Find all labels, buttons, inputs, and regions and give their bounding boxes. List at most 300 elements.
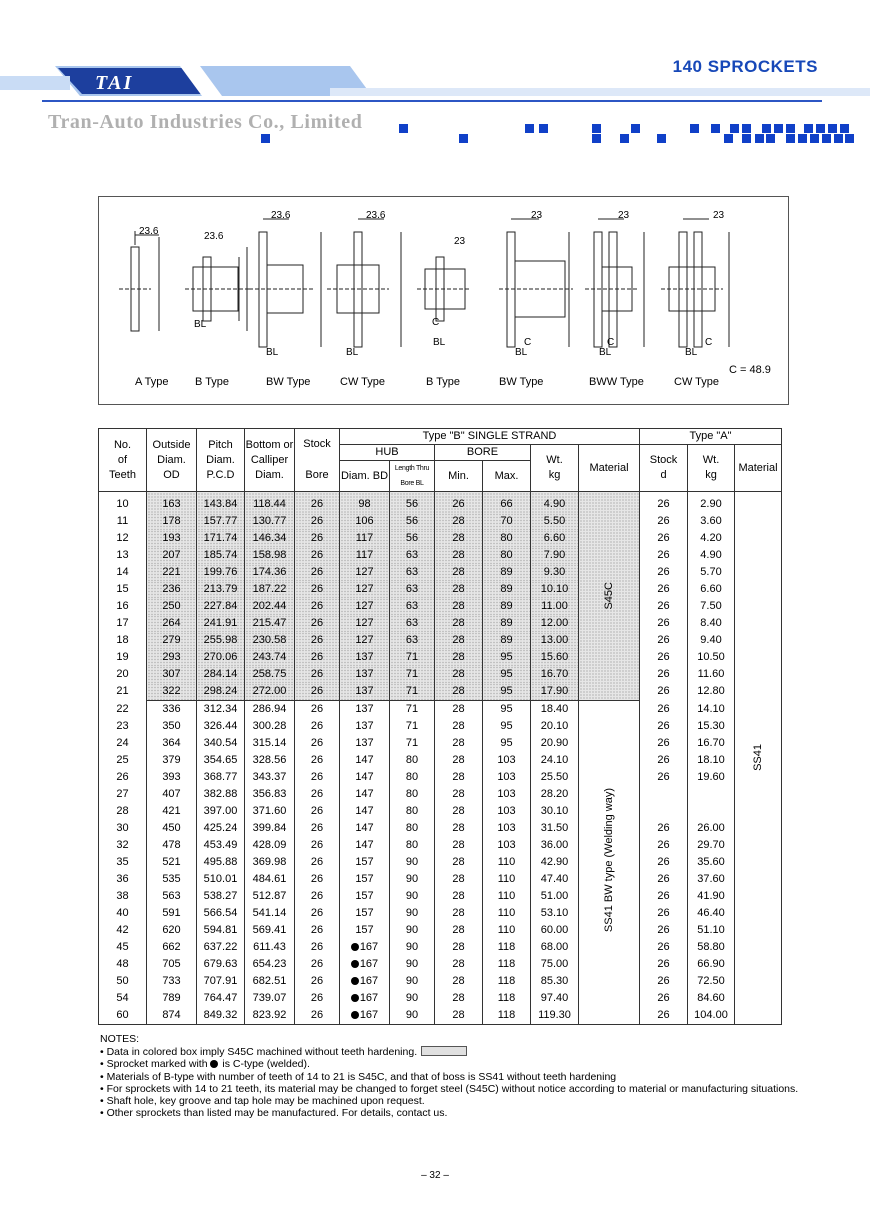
cell-od: 350 [147, 718, 197, 735]
col-pcd: Pitch Diam. P.C.D [197, 429, 245, 492]
cell-wt: 60.00 [531, 922, 579, 939]
cell-stock_a: 26 [640, 922, 688, 939]
cell-bore: 26 [295, 683, 340, 701]
cell-stock_a: 26 [640, 939, 688, 956]
cell-wt_a: 37.60 [688, 871, 735, 888]
cell-bore: 26 [295, 598, 340, 615]
cell-bot: 215.47 [245, 615, 295, 632]
note-item: • Materials of B-type with number of teeth of 14 to 21 is S45C, and that of boss is SS41 without teeth hardening [100, 1071, 798, 1083]
cell-teeth: 32 [99, 837, 147, 854]
cell-bl: 71 [390, 649, 435, 666]
cell-min: 28 [435, 769, 483, 786]
cell-teeth: 36 [99, 871, 147, 888]
cell-bot: 118.44 [245, 492, 295, 514]
cell-wt: 18.40 [531, 701, 579, 719]
cell-stock_a: 26 [640, 615, 688, 632]
company-name: Tran-Auto Industries Co., Limited [48, 111, 363, 133]
cell-pcd: 707.91 [197, 973, 245, 990]
cell-bore: 26 [295, 803, 340, 820]
table-row [99, 718, 782, 735]
cell-od: 250 [147, 598, 197, 615]
cell-stock_a: 26 [640, 888, 688, 905]
bl-label: BL [194, 319, 207, 330]
cell-bl: 80 [390, 837, 435, 854]
cell-bl: 90 [390, 871, 435, 888]
cell-bl: 90 [390, 922, 435, 939]
cell-stock_a: 26 [640, 598, 688, 615]
cell-min: 28 [435, 752, 483, 769]
cell-bore: 26 [295, 492, 340, 514]
cell-od: 364 [147, 735, 197, 752]
cell-wt: 9.30 [531, 564, 579, 581]
header-rule [42, 100, 822, 102]
cell-min: 28 [435, 598, 483, 615]
cell-teeth: 45 [99, 939, 147, 956]
cell-max: 89 [483, 581, 531, 598]
table-row [99, 769, 782, 786]
cell-od: 307 [147, 666, 197, 683]
cell-wt: 31.50 [531, 820, 579, 837]
cell-bd: 137 [340, 718, 390, 735]
cell-pcd: 354.65 [197, 752, 245, 769]
cell-teeth: 11 [99, 513, 147, 530]
cell-od: 264 [147, 615, 197, 632]
cell-wt: 25.50 [531, 769, 579, 786]
cell-bot: 174.36 [245, 564, 295, 581]
table-row [99, 990, 782, 1007]
cell-pcd: 538.27 [197, 888, 245, 905]
cell-teeth: 24 [99, 735, 147, 752]
cell-bl: 63 [390, 632, 435, 649]
col-od: Outside Diam. OD [147, 429, 197, 492]
cell-wt: 13.00 [531, 632, 579, 649]
cell-od: 591 [147, 905, 197, 922]
cell-pcd: 594.81 [197, 922, 245, 939]
cell-max: 103 [483, 803, 531, 820]
cell-bore: 26 [295, 939, 340, 956]
cell-bore: 26 [295, 530, 340, 547]
table-row [99, 752, 782, 769]
cell-bl: 90 [390, 1007, 435, 1025]
c-type-dot-icon [351, 977, 359, 985]
cell-bot: 541.14 [245, 905, 295, 922]
cell-bot: 428.09 [245, 837, 295, 854]
cell-bd: 147 [340, 769, 390, 786]
cell-stock_a: 26 [640, 632, 688, 649]
cell-wt_a: 19.60 [688, 769, 735, 786]
cell-min: 28 [435, 837, 483, 854]
brand-logo: TAI [95, 72, 134, 94]
cell-bore: 26 [295, 956, 340, 973]
dim-23-cw2: 23 [713, 210, 725, 221]
cell-wt_a: 16.70 [688, 735, 735, 752]
cell-pcd: 255.98 [197, 632, 245, 649]
cell-od: 407 [147, 786, 197, 803]
cell-bl: 90 [390, 905, 435, 922]
cell-bl: 71 [390, 666, 435, 683]
cell-max: 89 [483, 615, 531, 632]
page-title: 140 SPROCKETS [672, 57, 818, 76]
cell-wt: 4.90 [531, 492, 579, 514]
cell-pcd: 185.74 [197, 547, 245, 564]
cell-min: 28 [435, 513, 483, 530]
cell-od: 874 [147, 1007, 197, 1025]
cell-bl: 71 [390, 683, 435, 701]
cell-teeth: 35 [99, 854, 147, 871]
c-label: C [432, 317, 440, 328]
cell-wt: 12.00 [531, 615, 579, 632]
cell-teeth: 17 [99, 615, 147, 632]
cell-bd: 167 [340, 939, 390, 956]
note-item: • Data in colored box imply S45C machined without teeth hardening. [100, 1046, 798, 1058]
cell-bot: 371.60 [245, 803, 295, 820]
cell-stock_a: 26 [640, 492, 688, 514]
cell-bore: 26 [295, 701, 340, 719]
dim-23-bww: 23 [618, 210, 630, 221]
cell-bore: 26 [295, 649, 340, 666]
cell-max: 103 [483, 837, 531, 854]
cell-bl: 71 [390, 718, 435, 735]
notes-section [100, 1033, 798, 1119]
cell-pcd: 425.24 [197, 820, 245, 837]
cell-pcd: 849.32 [197, 1007, 245, 1025]
cell-stock_a: 26 [640, 718, 688, 735]
cell-od: 450 [147, 820, 197, 837]
material-a: SS41 [735, 492, 782, 1025]
cell-bl: 80 [390, 752, 435, 769]
cell-wt_a: 3.60 [688, 513, 735, 530]
cell-od: 535 [147, 871, 197, 888]
cell-bl: 90 [390, 973, 435, 990]
cell-teeth: 13 [99, 547, 147, 564]
cell-bore: 26 [295, 735, 340, 752]
note-item: • Sprocket marked with is C-type (welded). [100, 1058, 798, 1070]
table-row [99, 871, 782, 888]
col-bore: Bore [295, 461, 340, 492]
cell-od: 521 [147, 854, 197, 871]
cell-bot: 258.75 [245, 666, 295, 683]
cell-wt_a: 11.60 [688, 666, 735, 683]
cell-min: 28 [435, 735, 483, 752]
cell-bl: 56 [390, 513, 435, 530]
type-label-bw: BW Type [266, 376, 311, 388]
dim-23-6-b: 23.6 [204, 231, 224, 242]
cell-max: 118 [483, 973, 531, 990]
type-label-a: A Type [135, 376, 169, 388]
c-label: C [524, 337, 532, 348]
cell-bore: 26 [295, 615, 340, 632]
cell-teeth: 22 [99, 701, 147, 719]
cell-min: 28 [435, 922, 483, 939]
cell-pcd: 241.91 [197, 615, 245, 632]
cell-stock_a [640, 803, 688, 820]
cell-stock_a [640, 786, 688, 803]
cell-bore: 26 [295, 786, 340, 803]
cell-wt: 17.90 [531, 683, 579, 701]
col-min: Min. [435, 461, 483, 492]
cell-min: 28 [435, 956, 483, 973]
cell-stock_a: 26 [640, 666, 688, 683]
cell-min: 28 [435, 701, 483, 719]
cell-pcd: 298.24 [197, 683, 245, 701]
cell-bore: 26 [295, 888, 340, 905]
cell-bot: 328.56 [245, 752, 295, 769]
cell-max: 89 [483, 598, 531, 615]
cell-max: 80 [483, 530, 531, 547]
cell-wt: 51.00 [531, 888, 579, 905]
cell-bore: 26 [295, 990, 340, 1007]
cell-bot: 315.14 [245, 735, 295, 752]
cell-bl: 80 [390, 820, 435, 837]
cell-wt_a: 72.50 [688, 973, 735, 990]
cell-teeth: 19 [99, 649, 147, 666]
cell-wt_a: 84.60 [688, 990, 735, 1007]
cell-teeth: 14 [99, 564, 147, 581]
cell-min: 28 [435, 871, 483, 888]
cell-max: 95 [483, 718, 531, 735]
cell-od: 789 [147, 990, 197, 1007]
cell-bd: 167 [340, 990, 390, 1007]
cell-bore: 26 [295, 547, 340, 564]
cell-bl: 63 [390, 547, 435, 564]
col-material-b: Material [579, 445, 640, 492]
cell-stock_a: 26 [640, 990, 688, 1007]
cell-bot: 356.83 [245, 786, 295, 803]
cell-bore: 26 [295, 1007, 340, 1025]
cell-max: 110 [483, 854, 531, 871]
cell-bd: 127 [340, 598, 390, 615]
cell-od: 293 [147, 649, 197, 666]
cell-wt_a [688, 786, 735, 803]
cell-pcd: 171.74 [197, 530, 245, 547]
cell-bot: 654.23 [245, 956, 295, 973]
table-row [99, 530, 782, 547]
table-row [99, 820, 782, 837]
bl-label: BL [346, 347, 359, 358]
col-group-type-b: Type "B" SINGLE STRAND [340, 429, 640, 445]
cell-pcd: 270.06 [197, 649, 245, 666]
cell-od: 421 [147, 803, 197, 820]
cell-min: 28 [435, 888, 483, 905]
cell-wt: 5.50 [531, 513, 579, 530]
cell-min: 28 [435, 683, 483, 701]
cell-min: 28 [435, 905, 483, 922]
cell-teeth: 26 [99, 769, 147, 786]
cell-od: 322 [147, 683, 197, 701]
cell-bl: 90 [390, 854, 435, 871]
cell-max: 70 [483, 513, 531, 530]
cell-pcd: 637.22 [197, 939, 245, 956]
cell-bore: 26 [295, 718, 340, 735]
bl-label: BL [685, 347, 698, 358]
cell-bot: 512.87 [245, 888, 295, 905]
cell-wt_a: 8.40 [688, 615, 735, 632]
cell-bl: 63 [390, 598, 435, 615]
cell-bd: 147 [340, 803, 390, 820]
c-type-dot-icon [351, 943, 359, 951]
cell-pcd: 764.47 [197, 990, 245, 1007]
material-s45c: S45C [579, 492, 640, 701]
diagram-drawings [99, 197, 790, 406]
cell-teeth: 18 [99, 632, 147, 649]
cell-wt_a: 26.00 [688, 820, 735, 837]
table-row [99, 837, 782, 854]
bl-label: BL [266, 347, 279, 358]
cell-pcd: 227.84 [197, 598, 245, 615]
col-stock-a: Stock d [640, 445, 688, 492]
table-row [99, 922, 782, 939]
c-label: C [705, 337, 713, 348]
cell-wt: 16.70 [531, 666, 579, 683]
note-item: • Shaft hole, key groove and tap hole may be machined upon request. [100, 1095, 798, 1107]
cell-wt: 15.60 [531, 649, 579, 666]
cell-stock_a: 26 [640, 649, 688, 666]
cell-bd: 127 [340, 632, 390, 649]
cell-wt: 85.30 [531, 973, 579, 990]
cell-od: 236 [147, 581, 197, 598]
cell-stock_a: 26 [640, 547, 688, 564]
col-diam-bd: Diam. BD [340, 461, 390, 492]
cell-teeth: 48 [99, 956, 147, 973]
cell-pcd: 453.49 [197, 837, 245, 854]
c-label: C [607, 337, 615, 348]
cell-bore: 26 [295, 837, 340, 854]
cell-max: 110 [483, 905, 531, 922]
cell-bot: 682.51 [245, 973, 295, 990]
col-group-hub: HUB [340, 445, 435, 461]
cell-min: 28 [435, 615, 483, 632]
cell-bore: 26 [295, 564, 340, 581]
table-row [99, 701, 782, 719]
cell-teeth: 12 [99, 530, 147, 547]
cell-bd: 117 [340, 547, 390, 564]
type-label-cw2: CW Type [674, 376, 720, 388]
cell-min: 28 [435, 649, 483, 666]
cell-bot: 343.37 [245, 769, 295, 786]
cell-od: 193 [147, 530, 197, 547]
cell-wt: 75.00 [531, 956, 579, 973]
cell-min: 28 [435, 990, 483, 1007]
cell-wt: 42.90 [531, 854, 579, 871]
cell-bl: 56 [390, 530, 435, 547]
cell-bore: 26 [295, 632, 340, 649]
cell-bd: 167 [340, 973, 390, 990]
cell-bot: 146.34 [245, 530, 295, 547]
cell-wt: 47.40 [531, 871, 579, 888]
cell-bd: 157 [340, 905, 390, 922]
cell-min: 28 [435, 820, 483, 837]
table-row [99, 581, 782, 598]
table-body [99, 492, 782, 1025]
cell-min: 28 [435, 581, 483, 598]
cell-stock_a: 26 [640, 905, 688, 922]
cell-wt_a: 10.50 [688, 649, 735, 666]
col-max: Max. [483, 461, 531, 492]
cell-od: 393 [147, 769, 197, 786]
cell-wt_a: 9.40 [688, 632, 735, 649]
cell-teeth: 28 [99, 803, 147, 820]
cell-max: 110 [483, 888, 531, 905]
table-row [99, 905, 782, 922]
cell-wt_a: 2.90 [688, 492, 735, 514]
table-row [99, 956, 782, 973]
cell-bore: 26 [295, 922, 340, 939]
table-row [99, 803, 782, 820]
cell-pcd: 340.54 [197, 735, 245, 752]
bl-label: BL [433, 337, 446, 348]
cell-wt_a: 18.10 [688, 752, 735, 769]
dim-23-6-a: 23.6 [139, 226, 159, 237]
cell-min: 26 [435, 492, 483, 514]
cell-pcd: 382.88 [197, 786, 245, 803]
cell-bl: 90 [390, 888, 435, 905]
cell-stock_a: 26 [640, 581, 688, 598]
table-row [99, 547, 782, 564]
cell-pcd: 312.34 [197, 701, 245, 719]
cell-bd: 157 [340, 871, 390, 888]
cell-bd: 127 [340, 615, 390, 632]
cell-bd: 157 [340, 854, 390, 871]
cell-pcd: 213.79 [197, 581, 245, 598]
cell-pcd: 397.00 [197, 803, 245, 820]
cell-bot: 272.00 [245, 683, 295, 701]
cell-stock_a: 26 [640, 973, 688, 990]
cell-od: 620 [147, 922, 197, 939]
cell-bd: 147 [340, 820, 390, 837]
type-label-b2: B Type [426, 376, 461, 388]
colored-box-swatch [421, 1046, 467, 1056]
cell-stock_a: 26 [640, 769, 688, 786]
cell-teeth: 20 [99, 666, 147, 683]
cell-max: 103 [483, 786, 531, 803]
cell-wt_a: 6.60 [688, 581, 735, 598]
cell-max: 103 [483, 820, 531, 837]
table-row [99, 683, 782, 701]
c-type-dot-icon [351, 960, 359, 968]
cell-od: 336 [147, 701, 197, 719]
cell-bl: 56 [390, 492, 435, 514]
cell-stock_a: 26 [640, 854, 688, 871]
cell-bl: 80 [390, 786, 435, 803]
cell-stock_a: 26 [640, 701, 688, 719]
cell-wt: 97.40 [531, 990, 579, 1007]
cell-bd: 157 [340, 922, 390, 939]
cell-bl: 63 [390, 564, 435, 581]
cell-bot: 611.43 [245, 939, 295, 956]
cell-bot: 369.98 [245, 854, 295, 871]
cell-max: 95 [483, 666, 531, 683]
filled-dot-icon [210, 1060, 218, 1068]
cell-teeth: 50 [99, 973, 147, 990]
cell-wt: 7.90 [531, 547, 579, 564]
cell-bot: 243.74 [245, 649, 295, 666]
cell-max: 95 [483, 735, 531, 752]
cell-pcd: 679.63 [197, 956, 245, 973]
cell-bot: 399.84 [245, 820, 295, 837]
col-bottom: Bottom or Calliper Diam. [245, 429, 295, 492]
cell-wt_a: 14.10 [688, 701, 735, 719]
table-row [99, 1007, 782, 1025]
cell-pcd: 199.76 [197, 564, 245, 581]
c-type-dot-icon [351, 994, 359, 1002]
cell-stock_a: 26 [640, 735, 688, 752]
cell-bore: 26 [295, 905, 340, 922]
cell-max: 95 [483, 701, 531, 719]
cell-bore: 26 [295, 854, 340, 871]
cell-od: 478 [147, 837, 197, 854]
table-row [99, 888, 782, 905]
cell-stock_a: 26 [640, 1007, 688, 1025]
